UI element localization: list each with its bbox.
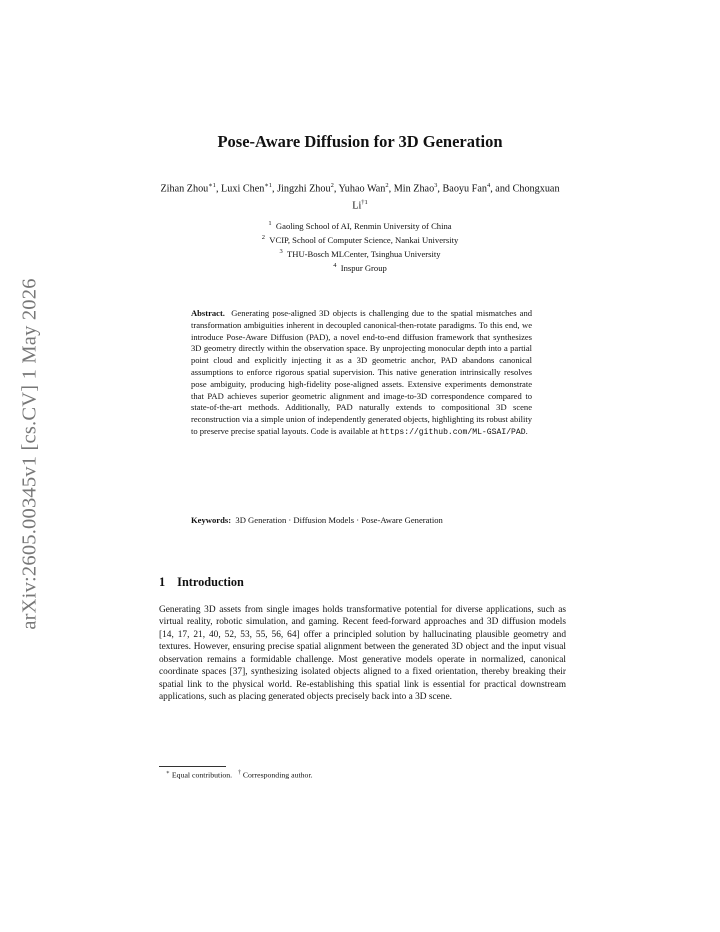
author-name: Luxi Chen (221, 183, 265, 195)
author-affiliation-mark: †1 (361, 198, 368, 206)
affiliation-mark: 3 (279, 248, 283, 256)
keywords-label: Keywords: (191, 515, 232, 525)
author-affiliation-mark: ∗1 (264, 182, 272, 189)
affiliation (160, 218, 560, 232)
author-separator: , (215, 183, 222, 195)
keywords (191, 515, 536, 525)
affiliation-mark: 2 (261, 234, 265, 242)
affiliation-name: Gaoling School of AI, Renmin University of China (275, 220, 452, 231)
footnotes (166, 770, 313, 780)
author-name: Chongxuan Li (352, 183, 560, 212)
arxiv-identifier: arXiv:2605.00345v1 [cs.CV] 1 May 2026 (18, 278, 41, 630)
affiliation-list (160, 218, 560, 274)
author-name: Baoyu Fan (442, 183, 487, 195)
keywords-text: 3D Generation · Diffusion Models · Pose-Aware Generation (235, 515, 443, 525)
affiliation-name: VCIP, School of Computer Science, Nankai University (269, 234, 459, 245)
section-title: Introduction (177, 575, 244, 589)
equal-contribution-note: Equal contribution. (171, 770, 233, 780)
abstract (191, 308, 532, 439)
author-separator: , (388, 183, 394, 195)
section-heading (159, 575, 244, 590)
author-affiliation-mark: 3 (434, 182, 438, 189)
author-affiliation-mark: 2 (330, 182, 334, 189)
affiliation (160, 260, 560, 274)
abstract-end: . (525, 425, 528, 436)
arxiv-sidebar (12, 262, 48, 646)
author-name: Yuhao Wan (338, 183, 386, 195)
equal-contribution-mark: ∗ (166, 770, 170, 776)
affiliation-mark: 4 (333, 262, 337, 270)
author-name: Zihan Zhou (160, 183, 209, 195)
abstract-text: Generating pose-aligned 3D objects is challenging due to the spatial mismatches and transformation ambiguities inherent in decoupled canonical-then-rotate paradigms. To this end, we introduce Pose-Aware Diffusion (PAD), a novel end-to-end diffusion framework that synthesizes 3D geometry directly within the observation space. By unprojecting monocular depth into a partial point cloud and explicitly injecting it as a 3D geometric anchor, PAD abandons canonical assumptions to enforce rigorous spatial supervision. This native generation intrinsically resolves pose ambiguity, producing high-fidelity pose-aligned assets. Extensive experiments demonstrate that PAD achieves superior geometric alignment and image-to-3D correspondence compared to state-of-the-art methods. Additionally, PAD naturally extends to compositional 3D scene reconstruction via a simple union of independently generated objects, highlighting its robust ability to preserve precise spatial layouts. Code is available at (191, 308, 532, 436)
author-affiliation-mark: ∗1 (208, 182, 216, 189)
section-number: 1 (159, 575, 166, 589)
author-list (160, 179, 560, 213)
author-affiliation-mark: 2 (385, 182, 389, 189)
affiliation (160, 246, 560, 260)
author-separator: , (272, 183, 278, 195)
corresponding-author-note: Corresponding author. (242, 770, 313, 780)
corresponding-author-mark: † (237, 770, 241, 776)
affiliation-name: THU-Bosch MLCenter, Tsinghua University (286, 248, 441, 259)
author-separator: , (437, 183, 443, 195)
intro-paragraph: Generating 3D assets from single images holds transformative potential for diverse applications, such as virtual reality, robotic simulation, and gaming. Recent feed-forward approaches and 3D diffusion models [14, 17, 21, 40, 52, 53, 55, 56, 64] offer a principled solution by hallucinating plausible geometry and textures. However, ensuring precise spatial alignment between the generated 3D object and the input visual observation remains a formidable challenge. Most generative models operate in normalized, canonical coordinate spaces [37], synthesizing isolated objects aligned to a fixed orientation, thereby breaking their spatial link to the physical world. Re-establishing this spatial link is essential for practical downstream applications, such as placing generated objects precisely back into a 3D scene. (159, 605, 566, 703)
code-url[interactable]: https://github.com/ML-GSAI/PAD (379, 427, 526, 437)
affiliation (160, 232, 560, 246)
paper-title: Pose-Aware Diffusion for 3D Generation (217, 132, 503, 151)
author-separator: , and (490, 183, 513, 195)
affiliation-name: Inspur Group (340, 263, 387, 274)
affiliation-mark: 1 (268, 220, 272, 227)
abstract-label: Abstract. (191, 308, 225, 318)
author-separator: , (333, 183, 339, 195)
author-name: Min Zhao (393, 183, 435, 195)
author-affiliation-mark: 4 (486, 182, 491, 189)
footnote-rule (159, 766, 226, 767)
author-name: Jingzhi Zhou (277, 183, 331, 195)
